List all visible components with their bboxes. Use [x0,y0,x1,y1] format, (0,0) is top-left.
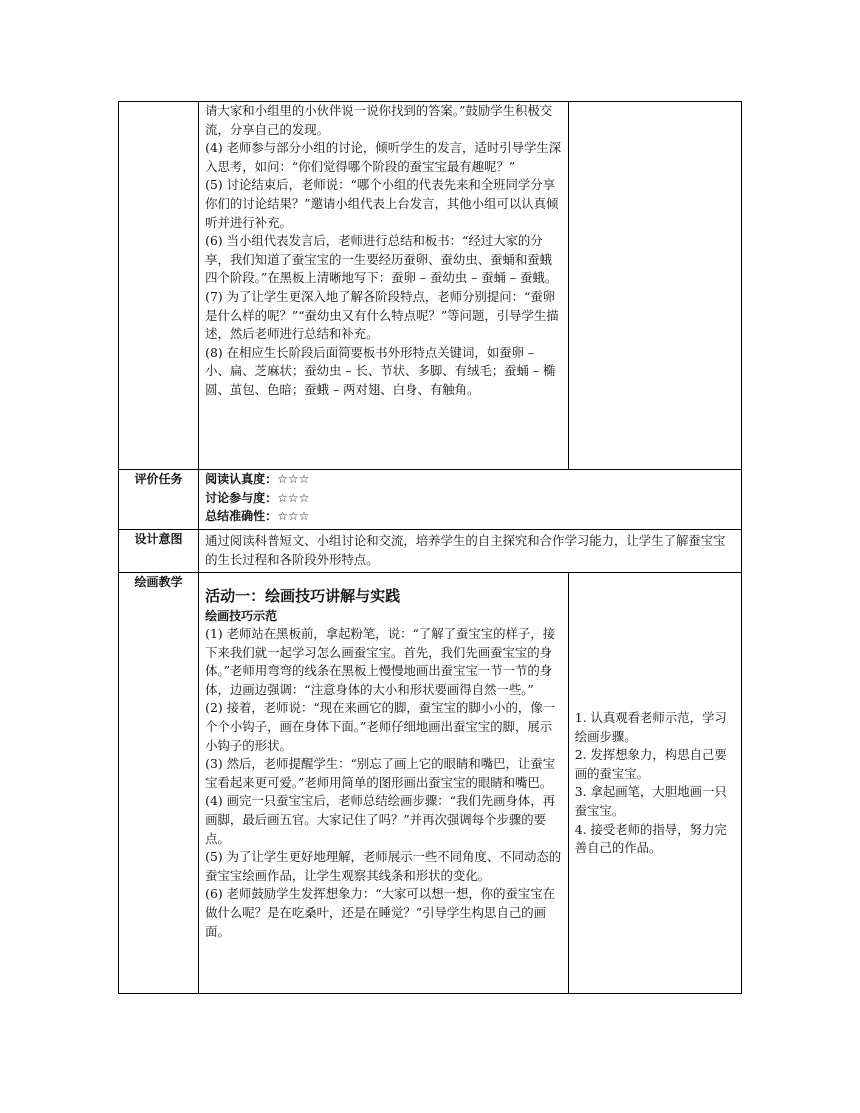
drawing-label: 绘画教学 [119,573,199,994]
student-activity-item: 3. 拿起画笔，大胆地画一只蚕宝宝。 [574,784,727,818]
evaluation-label: 评价任务 [119,470,199,530]
process-paragraph: (6) 当小组代表发言后，老师进行总结和板书：“经过大家的分享，我们知道了蚕宝宝的一生要经历蚕卵、蚕幼虫、蚕蛹和蚕蛾四个阶段。”在黑板上清晰地写下：蚕卵 – 蚕幼虫 – 蚕蛹 – 蚕蛾。 [205,233,558,286]
drawing-paragraph: (2) 接着，老师说：“现在来画它的脚，蚕宝宝的脚小小的，像一个个小钩子，画在身体下面。”老师仔细地画出蚕宝宝的脚，展示小钩子的形状。 [205,700,556,753]
empty-side-cell [568,102,741,470]
design-label: 设计意图 [119,530,199,573]
drawing-paragraph: (5) 为了让学生更好地理解，老师展示一些不同角度、不同动态的蚕宝宝绘画作品，让学生观察其线条和形状的变化。 [205,849,562,883]
student-activity-item: 2. 发挥想象力，构思自己要画的蚕宝宝。 [574,747,727,781]
design-text: 通过阅读科普短文、小组讨论和交流，培养学生的自主探究和合作学习能力，让学生了解蚕宝宝的生长过程和各阶段外形特点。 [199,530,742,573]
empty-label-cell [119,102,199,470]
star-rating: ☆☆☆ [277,472,310,486]
rating-discussion [205,489,735,508]
student-activity-list [575,573,735,858]
drawing-paragraph: (6) 老师鼓励学生发挥想象力：“大家可以想一想，你的蚕宝宝在做什么呢？是在吃桑叶，还是在睡觉？”引导学生构思自己的画面。 [205,886,556,939]
student-activity-item: 1. 认真观看老师示范，学习绘画步骤。 [574,710,727,744]
process-paragraph: (4) 老师参与部分小组的讨论，倾听学生的发言，适时引导学生深入思考，如问：“你们觉得哪个阶段的蚕宝宝最有趣呢？” [205,140,562,174]
process-paragraph: (7) 为了让学生更深入地了解各阶段特点，老师分别提问：“蚕卵是什么样的呢？”“蚕幼虫又有什么特点呢？”等问题，引导学生描述，然后老师进行总结和补充。 [205,288,559,342]
rating-name: 总结准确性： [205,509,278,524]
table-row-evaluation [119,470,742,530]
rating-summary [205,507,735,526]
star-rating: ☆☆☆ [277,509,310,524]
student-activity-item: 4. 接受老师的指导，努力完善自己的作品。 [574,821,727,856]
activity-subtitle: 绘画技巧示范 [205,609,278,623]
student-activity-cell [568,573,741,994]
rating-reading [205,470,735,489]
drawing-paragraph: (3) 然后，老师提醒学生：“别忘了画上它的眼睛和嘴巴，让蚕宝宝看起来更可爱。”老师用简单的图形画出蚕宝宝的眼睛和嘴巴。 [205,756,556,790]
drawing-paragraph: (4) 画完一只蚕宝宝后，老师总结绘画步骤：“我们先画身体，再画脚，最后画五官。大家记住了吗？”并再次强调每个步骤的要点。 [205,793,556,846]
drawing-paragraph: (1) 老师站在黑板前，拿起粉笔，说：“了解了蚕宝宝的样子，接下来我们就一起学习怎么画蚕宝宝。首先，我们先画蚕宝宝的身体。”老师用弯弯的线条在黑板上慢慢地画出蚕宝宝一节一节的身体，边画边强调：“注意身体的大小和形状要画得自然一些。” [205,626,556,697]
drawing-text-cell [199,573,569,994]
activity-title: 活动一：绘画技巧讲解与实践 [205,587,401,605]
lesson-plan-table [118,101,742,994]
process-paragraph: 请大家和小组里的小伙伴说一说你找到的答案。”鼓励学生积极交流，分享自己的发现。 [205,103,553,137]
star-rating: ☆☆☆ [277,490,310,505]
evaluation-cell [199,470,742,530]
table-row-process-continued [119,102,742,470]
process-text-cell [199,102,569,470]
rating-name: 讨论参与度： [205,490,278,505]
process-paragraph: (8) 在相应生长阶段后面简要板书外形特点关键词，如蚕卵 – 小、扁、芝麻状；蚕幼虫 – 长、节状、多脚、有绒毛；蚕蛹 – 椭圆、茧包、色暗；蚕蛾 – 两对翅、白身、有触角。 [205,344,556,397]
rating-name: 阅读认真度： [205,472,278,486]
process-paragraph: (5) 讨论结束后，老师说：“哪个小组的代表先来和全班同学分享你们的讨论结果？”邀请小组代表上台发言，其他小组可以认真倾听并进行补充。 [205,177,559,230]
table-row-drawing [119,573,742,994]
table-row-design [119,530,742,573]
